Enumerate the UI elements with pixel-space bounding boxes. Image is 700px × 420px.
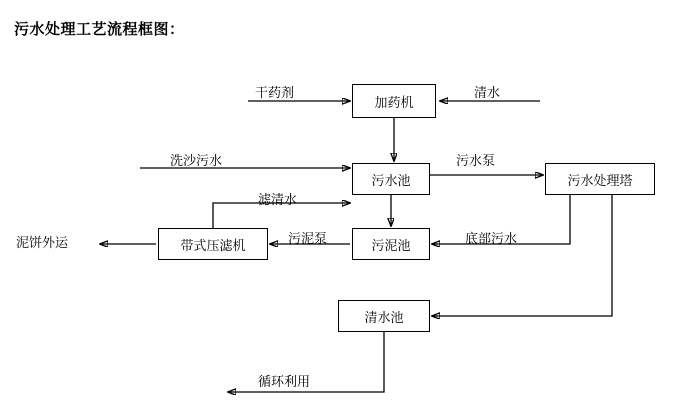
- node-sludge-pool[interactable]: [352, 228, 430, 260]
- node-label: 污水池: [371, 173, 411, 189]
- node-dosing-machine[interactable]: [352, 84, 436, 118]
- node-belt-filter-press[interactable]: [158, 228, 268, 260]
- edge-label-clean-water: 清水: [474, 86, 501, 101]
- page-title: 污水处理工艺流程框图：: [14, 20, 185, 38]
- edge-label-mud-cake-transport: 泥饼外运: [16, 236, 69, 251]
- node-sewage-pool[interactable]: [352, 163, 430, 195]
- node-label: 加药机: [374, 95, 414, 111]
- edge-label-recycle-reuse: 循环利用: [258, 375, 311, 390]
- node-label: 污水处理塔: [567, 173, 633, 189]
- edge-label-sludge-pump: 污泥泵: [288, 232, 328, 247]
- node-clear-water-pool[interactable]: [338, 300, 430, 332]
- node-treatment-tower[interactable]: [545, 163, 655, 195]
- node-label: 清水池: [364, 310, 404, 326]
- edge-label-sewage-pump: 污水泵: [456, 154, 496, 169]
- node-label: 污泥池: [371, 238, 411, 254]
- edge-label-sand-washing-sewage: 洗沙污水: [170, 154, 223, 169]
- edge-label-filtrate-water: 滤清水: [258, 193, 298, 208]
- edge-label-bottom-sewage: 底部污水: [465, 232, 518, 247]
- node-label: 带式压滤机: [180, 238, 246, 254]
- edge-label-dry-agent: 干药剂: [255, 86, 295, 101]
